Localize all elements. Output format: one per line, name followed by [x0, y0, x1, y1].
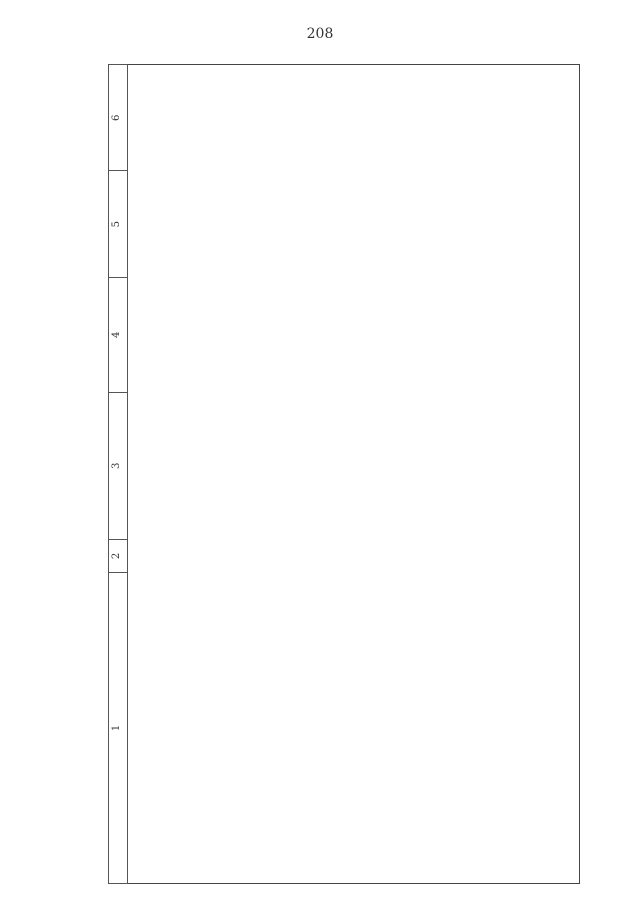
header-col-1: 1 — [109, 572, 128, 883]
page-number: 208 — [306, 26, 334, 42]
table-header-row — [109, 65, 128, 884]
header-col-4: 4 — [109, 277, 128, 392]
budget-table — [108, 64, 580, 884]
budget-table-frame — [108, 64, 580, 884]
header-col-6: 6 — [109, 65, 128, 172]
rotated-table-container — [108, 64, 580, 884]
table-body — [128, 65, 580, 884]
header-col-3: 3 — [109, 392, 128, 539]
header-col-2: 2 — [109, 540, 128, 573]
header-col-5: 5 — [109, 171, 128, 277]
